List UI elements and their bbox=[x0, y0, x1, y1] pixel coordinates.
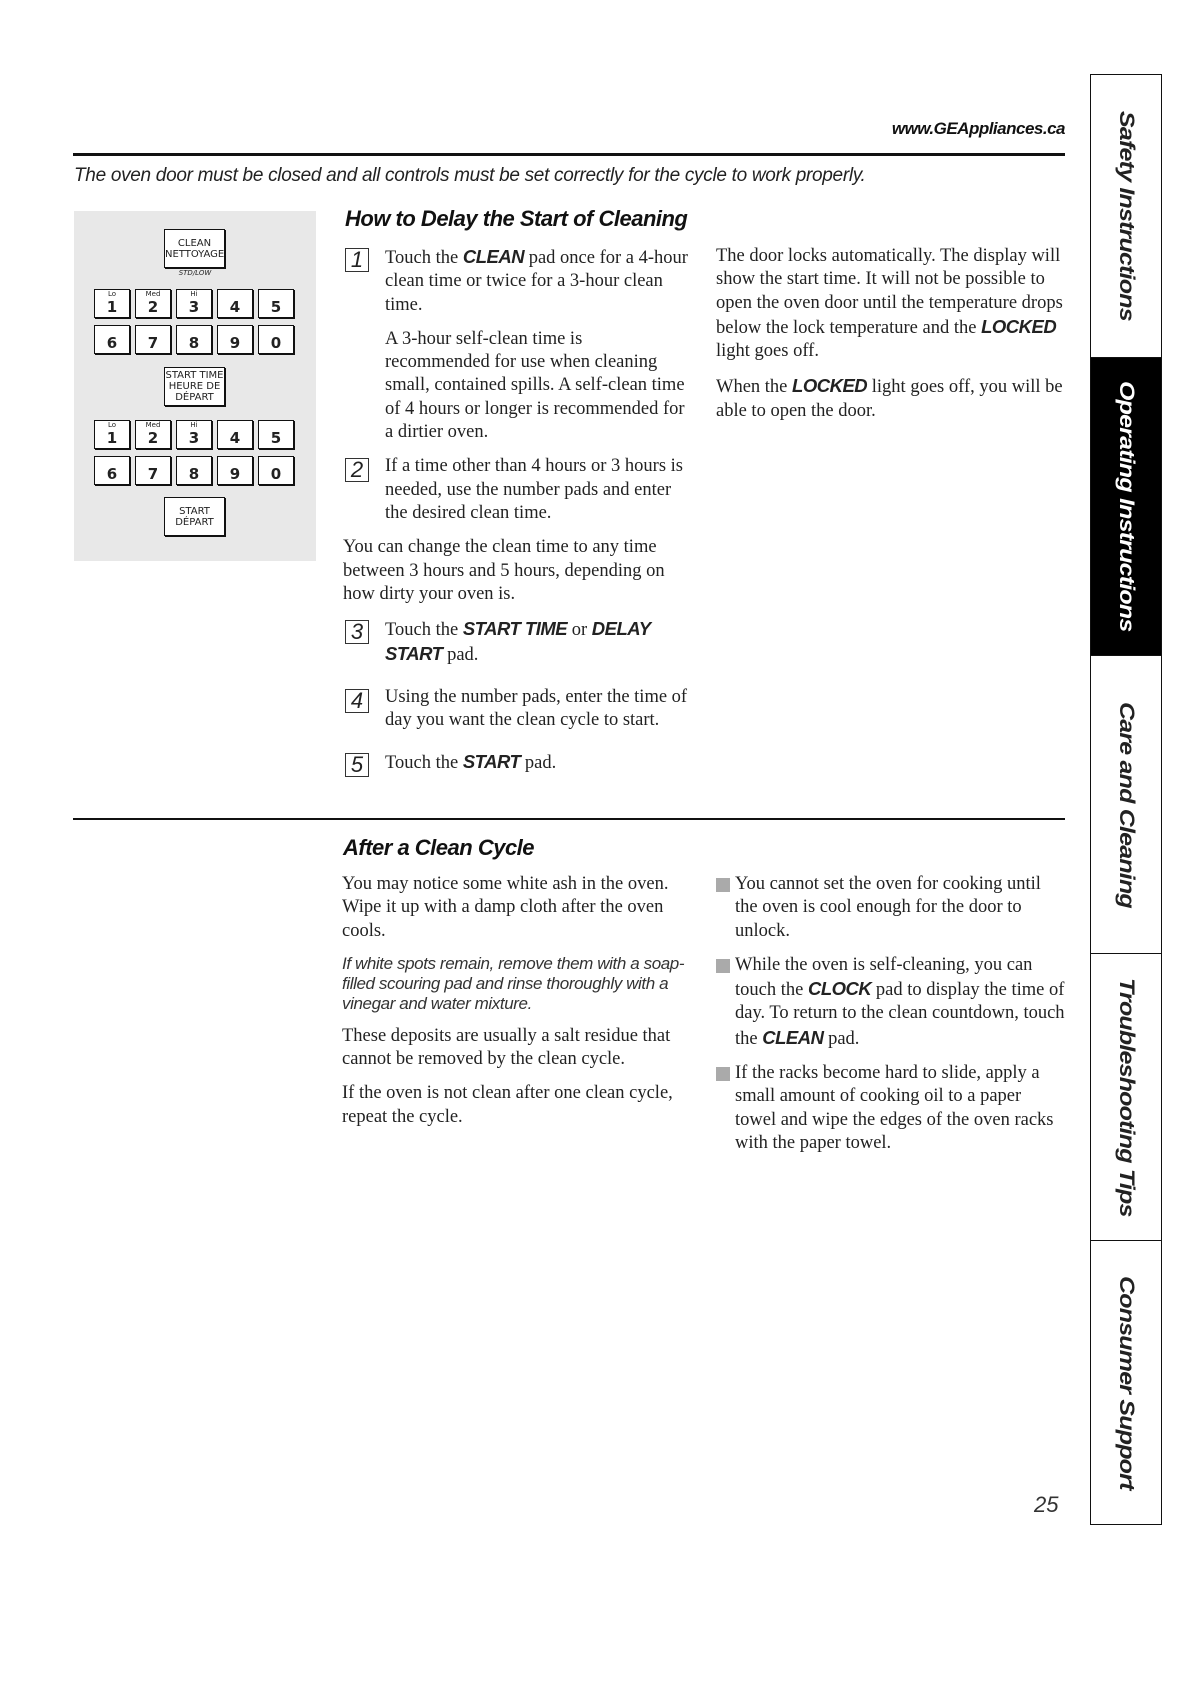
step-number: 2 bbox=[345, 458, 369, 482]
number-key: Lo 1 bbox=[94, 289, 130, 318]
tab-care-and-cleaning[interactable]: Care and Cleaning bbox=[1091, 656, 1161, 954]
number-key: Hi 3 bbox=[176, 289, 212, 318]
white-spots-note: If white spots remain, remove them with a soap-filled scouring pad and rinse thoroughly with a vinegar and water mixture. bbox=[342, 953, 685, 1013]
number-key: 9 bbox=[217, 325, 253, 354]
section-tabs bbox=[1090, 74, 1162, 1525]
number-key: 8 bbox=[176, 325, 212, 354]
step-number: 4 bbox=[345, 689, 369, 713]
page-number: 25 bbox=[1034, 1492, 1059, 1517]
step-3: 3 Touch the START TIME or DELAY START pad. bbox=[343, 617, 688, 668]
tab-safety-instructions[interactable]: Safety Instructions bbox=[1091, 75, 1161, 358]
website-url[interactable]: www.GEAppliances.ca bbox=[891, 119, 1065, 138]
door-lock-paragraph: The door locks automatically. The display will show the start time. It will not be possible to open the oven door until the temperature drops below the lock temperature and the LOCKED light goes off. bbox=[716, 246, 1063, 362]
number-key: 7 bbox=[135, 325, 171, 354]
start-time-pad: START TIME HEURE DE DÉPART bbox=[164, 367, 225, 406]
number-key: Hi 3 bbox=[176, 420, 212, 449]
start-pad: START DÉPART bbox=[164, 497, 225, 536]
number-key: Lo 1 bbox=[94, 420, 130, 449]
ash-paragraph: You may notice some white ash in the oven. Wipe it up with a damp cloth after the oven cools. bbox=[342, 874, 669, 941]
number-key: 4 bbox=[217, 289, 253, 318]
step-2: 2 If a time other than 4 hours or 3 hours is needed, use the number pads and enter the desired clean time. bbox=[343, 455, 688, 525]
tab-consumer-support[interactable]: Consumer Support bbox=[1114, 1275, 1139, 1490]
bullet-item: You cannot set the oven for cooking until the oven is cool enough for the door to unlock. bbox=[716, 873, 1066, 943]
number-key: Med 2 bbox=[135, 289, 171, 318]
number-key: 4 bbox=[217, 420, 253, 449]
step-5: 5 Touch the START pad. bbox=[343, 750, 688, 775]
control-panel-illustration bbox=[74, 211, 316, 561]
number-key: 9 bbox=[217, 456, 253, 485]
number-key: 8 bbox=[176, 456, 212, 485]
number-key: Med 2 bbox=[135, 420, 171, 449]
after-right-column bbox=[716, 873, 1066, 1166]
number-key: 6 bbox=[94, 456, 130, 485]
after-heading: After a Clean Cycle bbox=[343, 835, 535, 860]
locked-light-paragraph: When the LOCKED light goes off, you will be able to open the door. bbox=[716, 375, 1063, 421]
number-key: 5 bbox=[258, 420, 294, 449]
repeat-paragraph: If the oven is not clean after one clean cycle, repeat the cycle. bbox=[342, 1083, 673, 1127]
step-1-note: A 3-hour self-clean time is recommended for use when cleaning small, contained spills. A self-clean time of 4 hours or longer is recommended for a dirtier oven. bbox=[385, 328, 685, 443]
step-4: 4 Using the number pads, enter the time of day you want the clean cycle to start. bbox=[343, 686, 688, 733]
section-rule bbox=[73, 818, 1065, 820]
number-key: 6 bbox=[94, 325, 130, 354]
delay-right-column bbox=[716, 245, 1066, 434]
bullet-item: If the racks become hard to slide, apply a small amount of cooking oil to a paper towel and wipe the edges of the oven racks with the paper towel. bbox=[716, 1062, 1066, 1155]
delay-left-column bbox=[343, 245, 688, 787]
number-key: 5 bbox=[258, 289, 294, 318]
step-number: 3 bbox=[345, 620, 369, 644]
step-1: 1 Touch the CLEAN pad once for a 4-hour clean time or twice for a 3-hour clean time. bbox=[343, 245, 688, 317]
number-key: 0 bbox=[258, 456, 294, 485]
deposits-paragraph: These deposits are usually a salt residue that cannot be removed by the clean cycle. bbox=[342, 1025, 671, 1070]
clean-pad: CLEAN NETTOYAGE bbox=[164, 229, 225, 268]
step-number: 1 bbox=[345, 248, 369, 272]
number-key: 7 bbox=[135, 456, 171, 485]
header-rule bbox=[73, 153, 1065, 156]
clean-time-paragraph: You can change the clean time to any time between 3 hours and 5 hours, depending on how dirty your oven is. bbox=[343, 537, 665, 604]
after-left-column bbox=[342, 873, 687, 1140]
number-key: 0 bbox=[258, 325, 294, 354]
bullet-item: While the oven is self-cleaning, you can touch the CLOCK pad to display the time of day. To return to the clean countdown, touch the CLEAN pad. bbox=[716, 954, 1066, 1051]
std-low-label: STD/LOW bbox=[178, 269, 212, 277]
tab-operating-instructions[interactable]: Operating Instructions bbox=[1091, 358, 1161, 656]
tab-troubleshooting-tips[interactable]: Troubleshooting Tips bbox=[1091, 954, 1161, 1241]
delay-heading: How to Delay the Start of Cleaning bbox=[345, 206, 688, 231]
intro-note: The oven door must be closed and all controls must be set correctly for the cycle to work properly. bbox=[74, 165, 866, 186]
step-number: 5 bbox=[345, 753, 369, 777]
